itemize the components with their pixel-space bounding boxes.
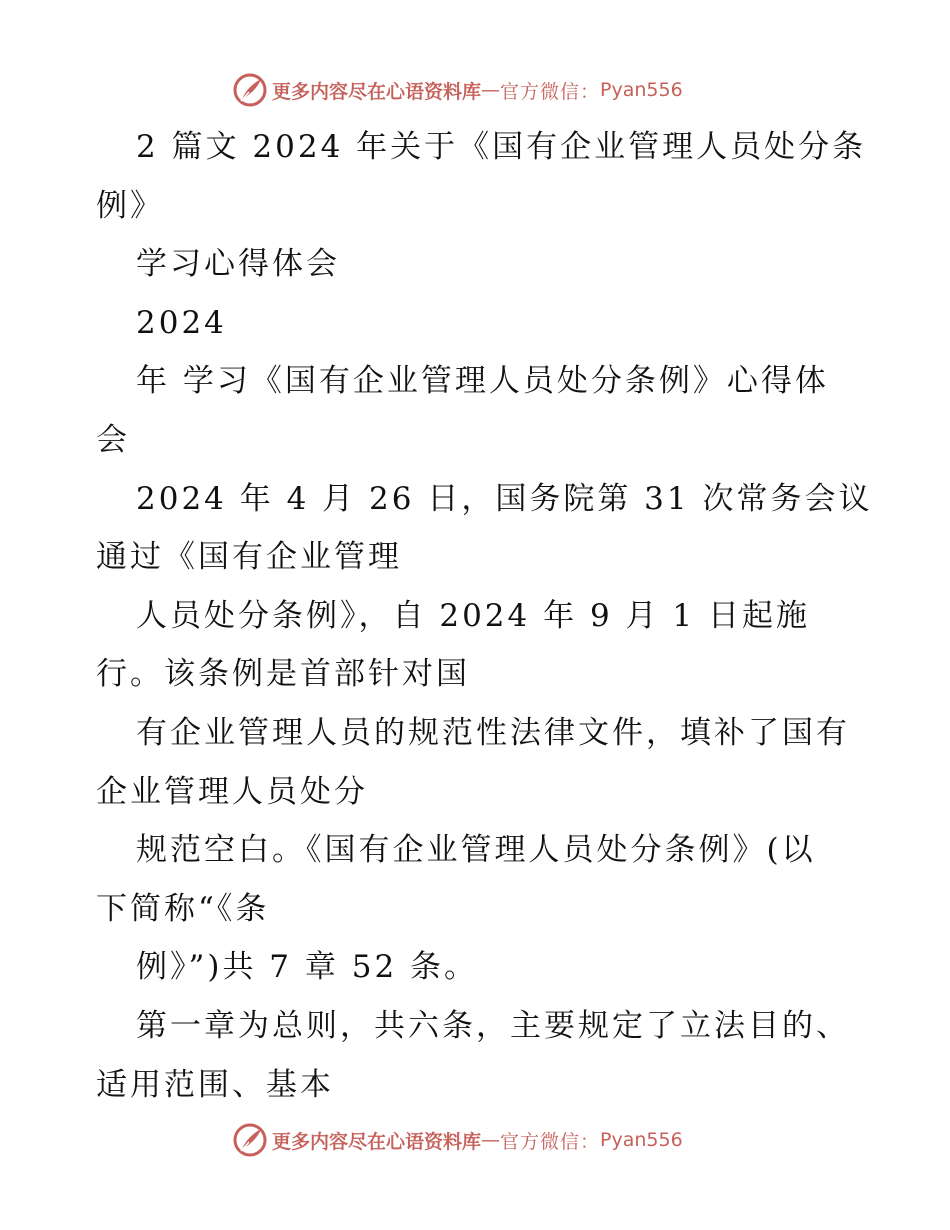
feather-pen-logo-icon	[232, 1122, 268, 1158]
watermark-dash: —	[481, 79, 501, 101]
text-line: 学习心得体会	[136, 246, 340, 283]
text-line: 2024	[136, 304, 227, 341]
text-line: 第一章为总则，共六条，主要规定了立法目的、	[136, 1007, 850, 1044]
text-line: 会	[96, 421, 130, 458]
text-line: 人员处分条例》，自 2024 年 9 月 1 日起施	[136, 597, 810, 634]
text-line: 行。该条例是首部针对国	[96, 656, 470, 693]
watermark-sub-text: 官方微信：	[500, 80, 601, 103]
text-line: 企业管理人员处分	[96, 773, 368, 810]
document-body	[96, 118, 873, 1114]
text-line: 2 篇文 2024 年关于《国有企业管理人员处分条	[136, 129, 867, 165]
watermark-main-text: 更多内容尽在心语资料库	[272, 80, 482, 103]
header-watermark	[232, 70, 683, 110]
text-line: 年 学习《国有企业管理人员处分条例》心得体	[136, 363, 829, 400]
text-line: 适用范围、基本	[96, 1066, 334, 1103]
watermark-wechat-id: Pyan556	[600, 79, 683, 101]
feather-pen-logo-icon	[232, 72, 268, 108]
text-line: 通过《国有企业管理	[96, 539, 402, 576]
text-line: 2024 年 4 月 26 日，国务院第 31 次常务会议	[136, 480, 873, 517]
watermark-main-text: 更多内容尽在心语资料库	[272, 1130, 482, 1153]
footer-watermark	[232, 1120, 683, 1160]
text-line: 例》	[96, 187, 164, 224]
text-line: 规范空白。《国有企业管理人员处分条例》(以	[136, 832, 816, 869]
watermark-sub-text: 官方微信：	[500, 1130, 601, 1153]
watermark-wechat-id: Pyan556	[600, 1129, 683, 1151]
watermark-dash: —	[481, 1129, 501, 1151]
text-line: 下简称“《条	[96, 890, 270, 927]
text-line: 例》”)共 7 章 52 条。	[136, 949, 479, 986]
text-line: 有企业管理人员的规范性法律文件，填补了国有	[136, 714, 850, 751]
